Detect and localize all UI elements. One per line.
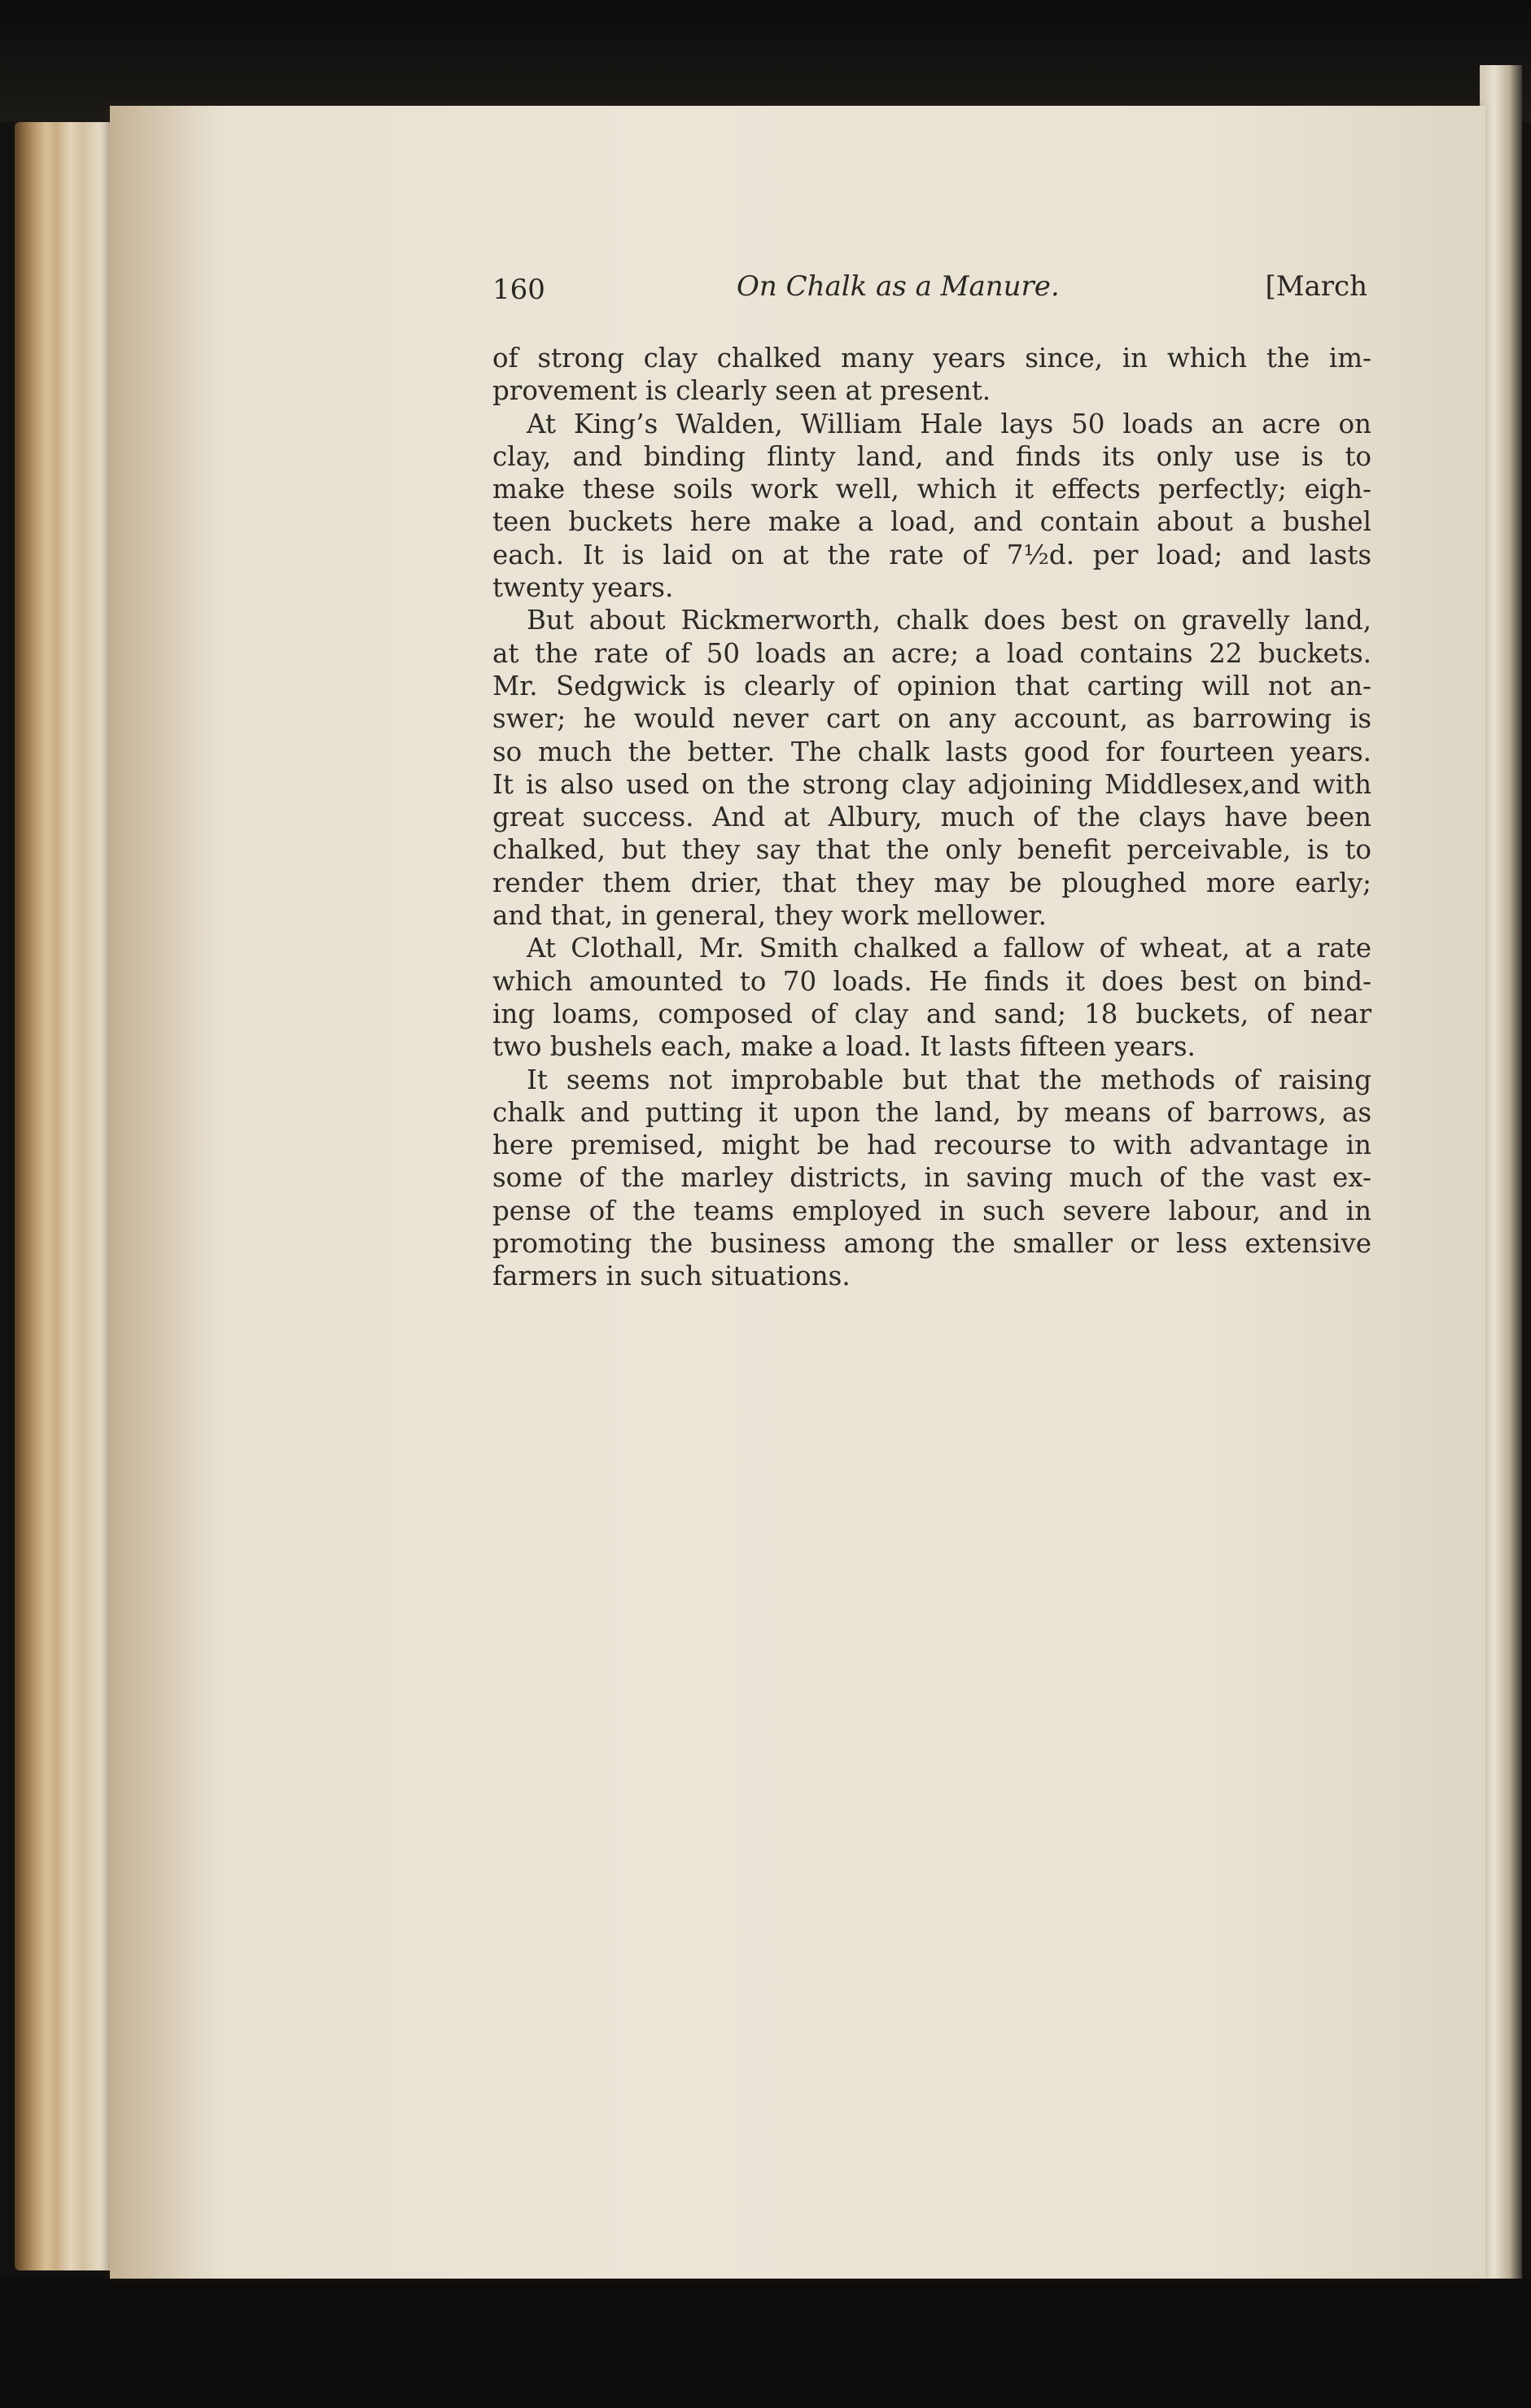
text-line: It seems not improbable but that the methods of raising — [527, 1064, 1371, 1095]
text-line: swer; he would never cart on any account, as barrowing is — [492, 703, 1371, 735]
text-line: At King’s Walden, William Hale lays 50 loads an acre on — [527, 408, 1371, 439]
paragraph — [492, 1064, 1371, 1293]
text-line: twenty years. — [492, 572, 674, 604]
text-line: so much the better. The chalk lasts good for fourteen years. — [492, 736, 1371, 767]
facing-page-edge — [1480, 65, 1522, 2279]
text-line: which amounted to 70 loads. He finds it does best on bind- — [492, 965, 1371, 997]
text-line: At Clothall, Mr. Smith chalked a fallow of wheat, at a rate — [527, 933, 1371, 964]
text-line: of strong clay chalked many years since, in which the im- — [492, 343, 1371, 374]
text-line: pense of the teams employed in such severe labour, and in — [492, 1195, 1371, 1226]
backdrop-bottom — [0, 2279, 1531, 2408]
text-line: It is also used on the strong clay adjoining Middlesex,and with — [492, 768, 1371, 800]
text-line: teen buckets here make a load, and contain about a bushel — [492, 506, 1371, 538]
text-line: chalk and putting it upon the land, by means of barrows, as — [492, 1096, 1371, 1128]
text-line: at the rate of 50 loads an acre; a load contains 22 buckets. — [492, 637, 1371, 669]
text-line: farmers in such situations. — [492, 1261, 851, 1292]
page-gutter-stain — [110, 106, 224, 2279]
text-line: chalked, but they say that the only benefit perceivable, is to — [492, 834, 1371, 866]
text-line: great success. And at Albury, much of the clays have been — [492, 802, 1371, 833]
paragraph — [492, 604, 1371, 932]
section-mark: [March — [1265, 270, 1367, 303]
text-line: here premised, might be had recourse to with advantage in — [492, 1130, 1371, 1161]
text-line: But about Rickmerworth, chalk does best on gravelly land, — [527, 605, 1371, 636]
text-line: render them drier, that they may be ploughed more early; — [492, 867, 1371, 898]
backdrop-top — [0, 0, 1531, 122]
page-header — [492, 270, 1367, 316]
text-line: Mr. Sedgwick is clearly of opinion that carting will not an- — [492, 670, 1371, 701]
text-line: promoting the business among the smaller or less extensive — [492, 1228, 1371, 1260]
body-text — [492, 342, 1371, 1293]
paragraph — [492, 932, 1371, 1063]
text-line: provement is clearly seen at present. — [492, 375, 991, 407]
running-title: On Chalk as a Manure. — [737, 270, 1060, 303]
text-line: each. It is laid on at the rate of 7½d. per load; and lasts — [492, 539, 1371, 570]
text-line: make these soils work well, which it effects perfectly; eigh- — [492, 474, 1371, 505]
text-line: clay, and binding flinty land, and finds its only use is to — [492, 440, 1371, 472]
text-line: two bushels each, make a load. It lasts fifteen years. — [492, 1031, 1196, 1063]
page-number: 160 — [492, 273, 545, 306]
paragraph — [492, 342, 1371, 408]
text-line: some of the marley districts, in saving much of the vast ex- — [492, 1162, 1371, 1194]
text-line: ing loams, composed of clay and sand; 18 buckets, of near — [492, 998, 1371, 1029]
text-line: and that, in general, they work mellower. — [492, 900, 1047, 932]
paragraph — [492, 408, 1371, 605]
